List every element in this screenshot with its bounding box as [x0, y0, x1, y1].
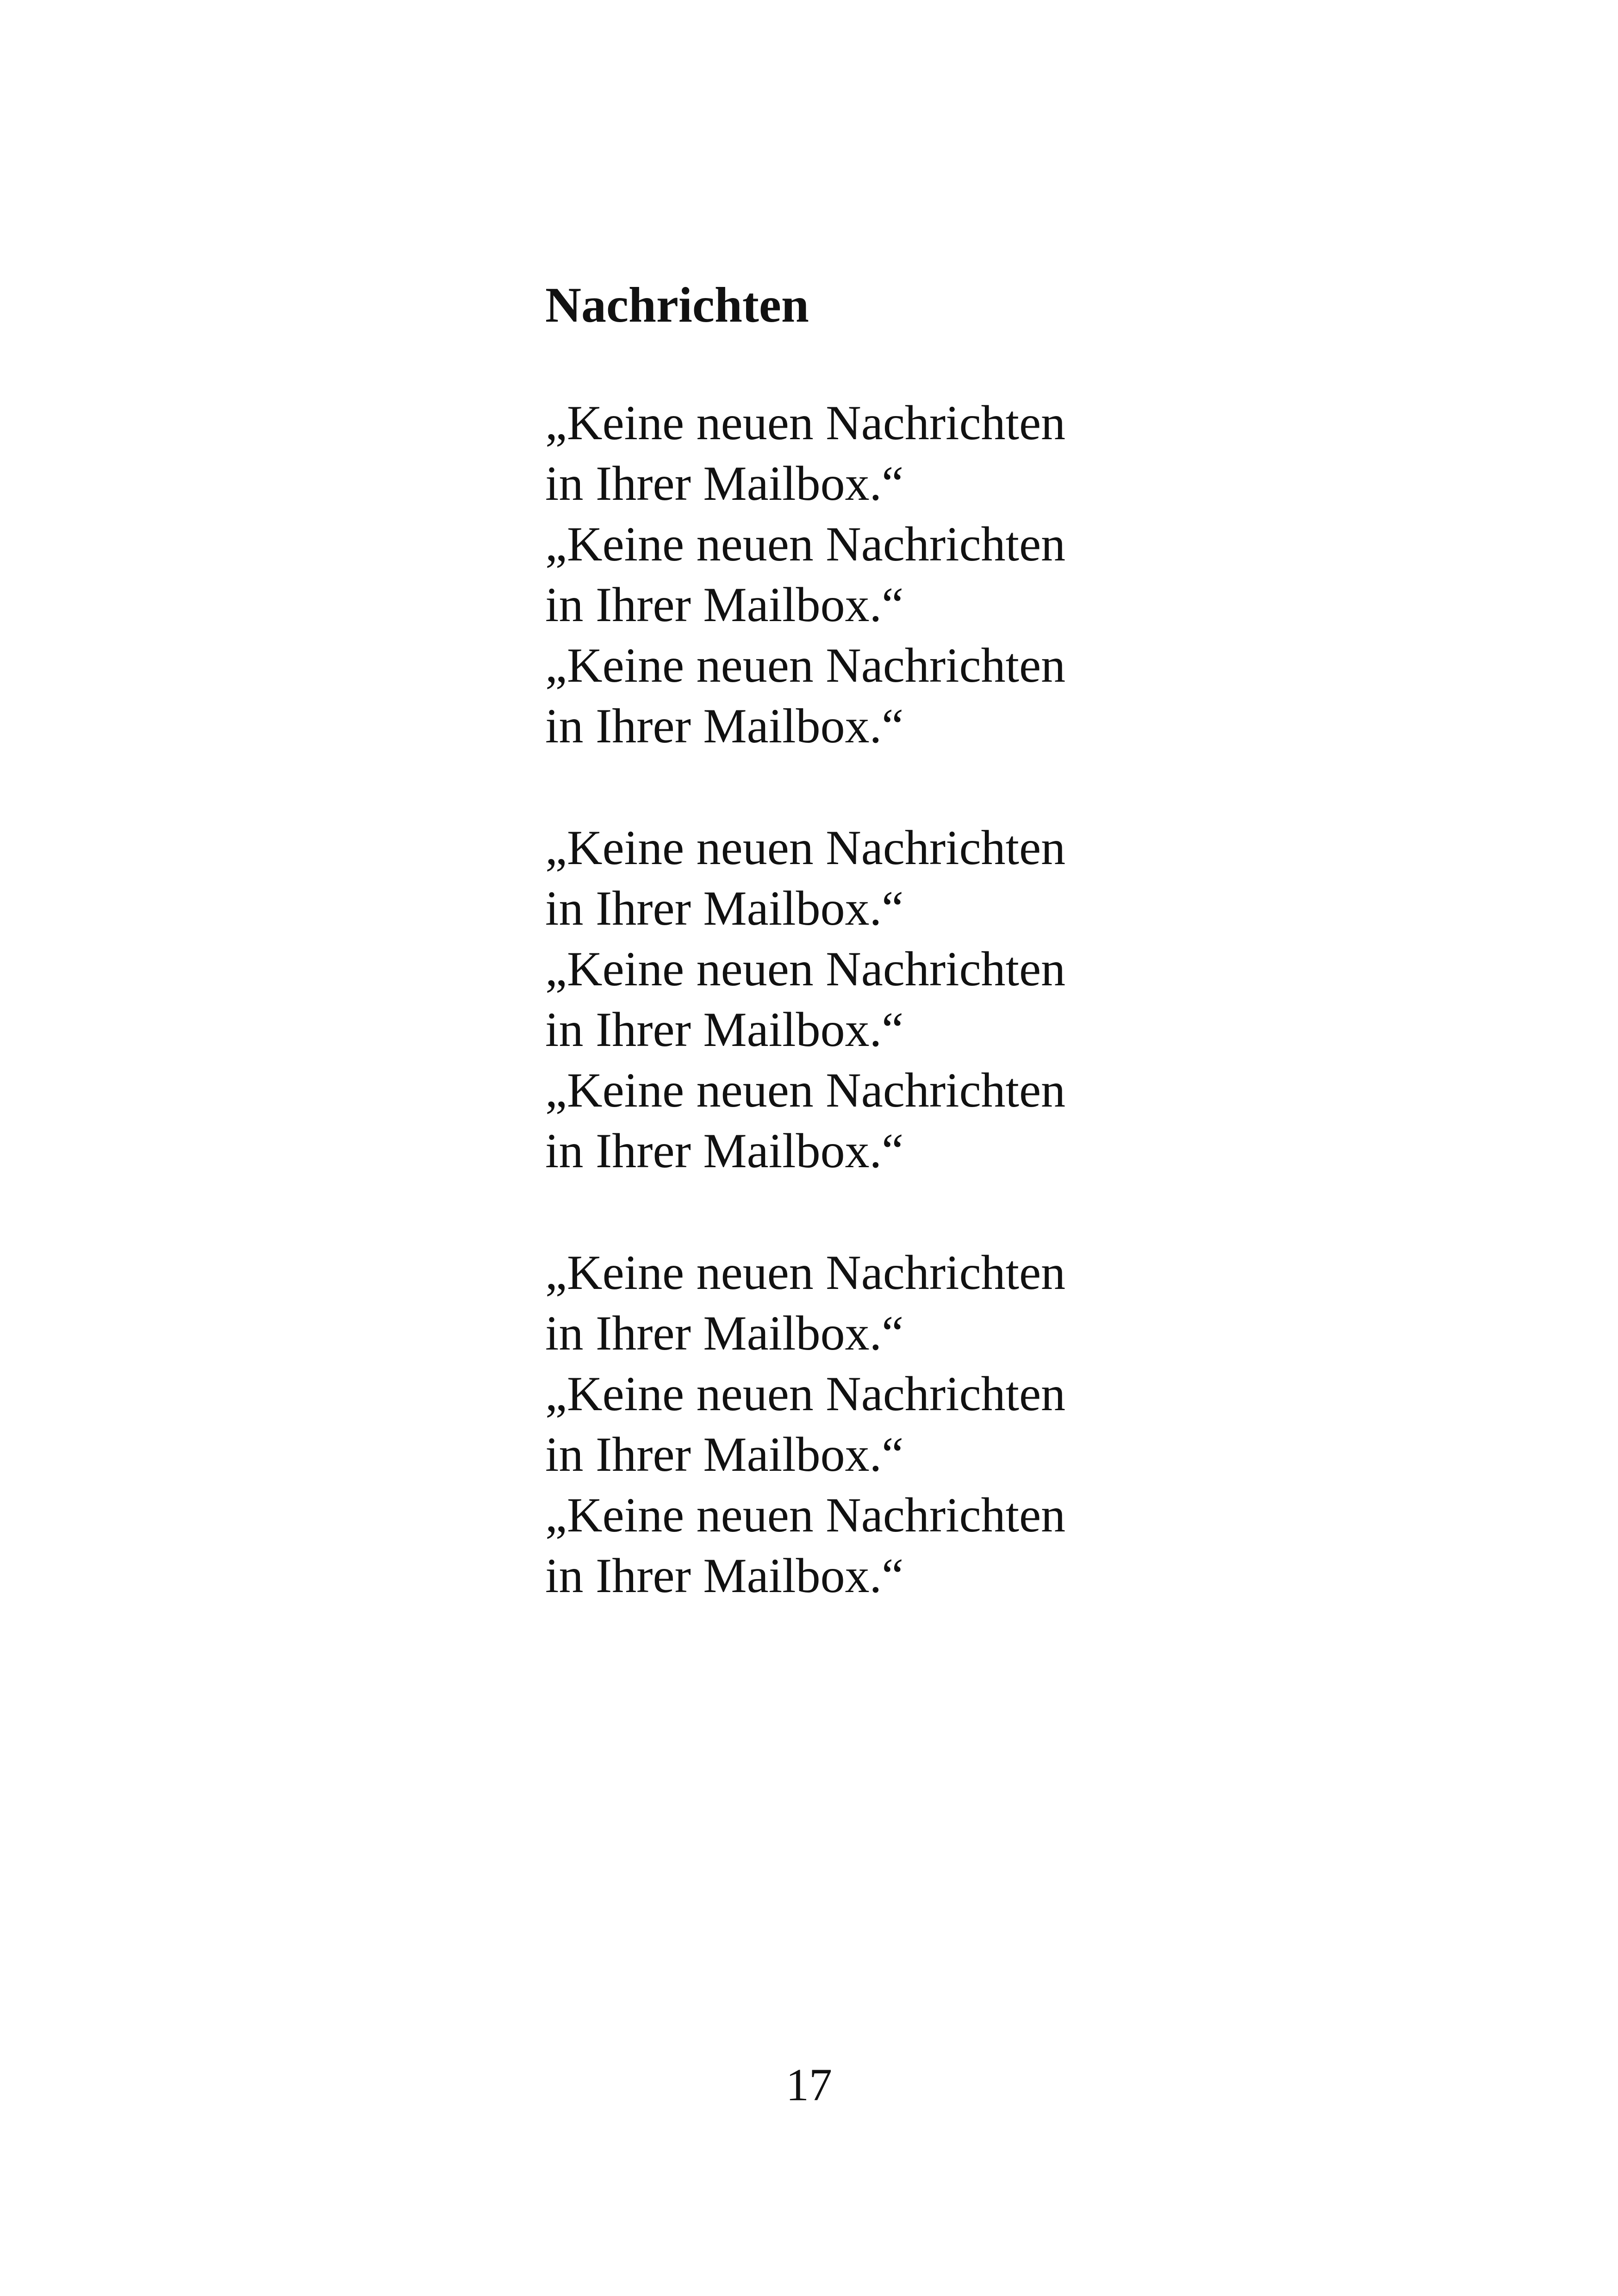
- verse-line: in Ihrer Mailbox.“: [545, 1306, 904, 1360]
- verse-line: „Keine neuen Nachrichten: [545, 1245, 1066, 1300]
- verse-line: „Keine neuen Nachrichten: [545, 638, 1066, 692]
- page-number: 17: [786, 2059, 832, 2110]
- verse-line: „Keine neuen Nachrichten: [545, 517, 1066, 571]
- verse-line: „Keine neuen Nachrichten: [545, 1063, 1066, 1117]
- verse-line: in Ihrer Mailbox.“: [545, 1002, 904, 1057]
- stanza-2: [545, 817, 1425, 1181]
- verse-line: „Keine neuen Nachrichten: [545, 942, 1066, 996]
- verse-line: „Keine neuen Nachrichten: [545, 1488, 1066, 1542]
- poem-title: Nachrichten: [545, 278, 809, 333]
- verse-line: „Keine neuen Nachrichten: [545, 396, 1066, 450]
- stanza-3: [545, 1242, 1425, 1606]
- verse-line: in Ihrer Mailbox.“: [545, 881, 904, 935]
- verse-line: in Ihrer Mailbox.“: [545, 699, 904, 753]
- verse-line: „Keine neuen Nachrichten: [545, 1367, 1066, 1421]
- verse-line: in Ihrer Mailbox.“: [545, 1549, 904, 1603]
- poem: [545, 273, 1425, 1667]
- verse-line: „Keine neuen Nachrichten: [545, 821, 1066, 875]
- verse-line: in Ihrer Mailbox.“: [545, 1124, 904, 1178]
- verse-line: in Ihrer Mailbox.“: [545, 1427, 904, 1481]
- stanza-1: [545, 392, 1425, 756]
- verse-line: in Ihrer Mailbox.“: [545, 456, 904, 510]
- verse-line: in Ihrer Mailbox.“: [545, 578, 904, 632]
